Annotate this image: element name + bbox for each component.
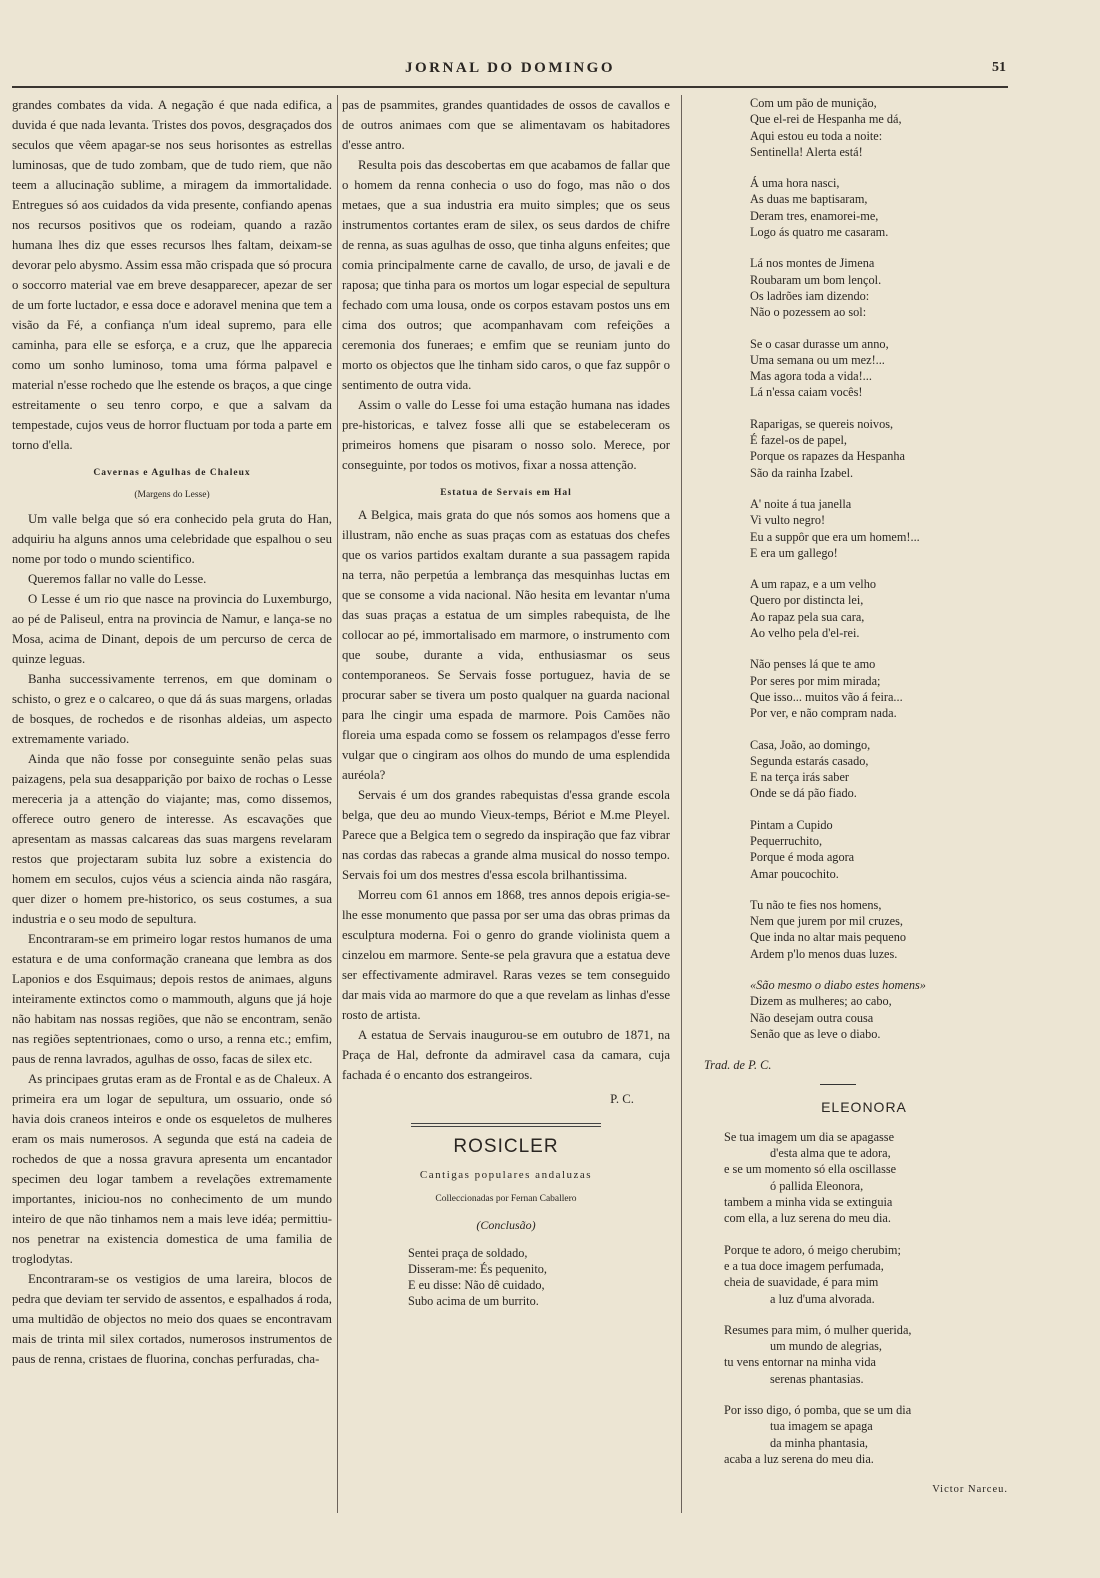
eleonora-title: ELEONORA bbox=[821, 1098, 907, 1115]
verse-line: com ella, a luz serena do meu dia. bbox=[724, 1211, 891, 1226]
verse-line: tu vens entornar na minha vida bbox=[724, 1355, 876, 1370]
verse-line: tambem a minha vida se extinguia bbox=[724, 1195, 893, 1210]
verse-line: da minha phantasia, bbox=[770, 1435, 869, 1450]
verse-line: Amar poucochito. bbox=[750, 866, 839, 881]
page-header bbox=[12, 60, 1008, 88]
verse-line: Resumes para mim, ó mulher querida, bbox=[724, 1322, 912, 1337]
verse-line: Senão que as leve o diabo. bbox=[750, 1026, 881, 1041]
poem-stanza bbox=[750, 576, 1008, 641]
divider bbox=[820, 1084, 856, 1085]
verse-line: As duas me baptisaram, bbox=[750, 192, 868, 207]
paragraph: Banha successivamente terrenos, em que dominam o schisto, o grez e o calcareo, o que dá ás suas margens, orladas de bosques, de rochedos e de risonhas aldeias, um aspecto extremamente variado. bbox=[12, 672, 332, 746]
paragraph: As principaes grutas eram as de Frontal e as de Chaleux. A primeira era um logar de sepultura, um ossuario, onde só havia dois craneos inteiros e onde os esqueletos de mulheres eram os mais numerosos. A segunda que está na cadeia de rochedos de que a nossa gravura apresenta um encantador specimen deu logar tambem a revelações extremamente importantes, iniciou-nos no conhecimento de um mundo inteiro de que não tinhamos nem a mais leve idéa; permittiu-nos penetrar na existencia domestica de uma familia de troglodytas. bbox=[12, 1072, 332, 1266]
paragraph: A estatua de Servais inaugurou-se em outubro de 1871, na Praça de Hal, defronte da admiravel casa da camara, cuja fachada é o encanto dos estrangeiros. bbox=[342, 1028, 670, 1082]
paragraph: O Lesse é um rio que nasce na provincia do Luxemburgo, ao pé de Paliseul, entra na provincia de Namur, e lança-se no Mosa, acima de Dinant, depois de um percurso de cerca de quinze leguas. bbox=[12, 592, 332, 666]
column-1 bbox=[12, 95, 332, 1369]
verse-line: E eu disse: Não dê cuidado, bbox=[408, 1278, 545, 1292]
verse-line: Deram tres, enamorei-me, bbox=[750, 208, 879, 223]
poem-author: Victor Narceu. bbox=[932, 1484, 1008, 1496]
verse-line: Lá n'essa caiam vocês! bbox=[750, 385, 863, 400]
section-title: Cavernas e Agulhas de Chaleux bbox=[93, 468, 251, 478]
poem-stanza bbox=[724, 1322, 1008, 1387]
column-divider bbox=[337, 95, 338, 1513]
paragraph: Encontraram-se os vestigios de uma lareira, blocos de pedra que deviam ter servido de assentos, e espalhados á roda, uma multidão de objectos no meio dos quaes se encontravam mais de trinta mil silex cortados, numerosos instrumentos de paus de renna, cristaes de fluorina, conchas perfuradas, cha- bbox=[12, 1272, 332, 1366]
verse-line: Porque é moda agora bbox=[750, 850, 855, 865]
verse-line: Casa, João, ao domingo, bbox=[750, 737, 871, 752]
poem-stanza bbox=[724, 1129, 1008, 1227]
verse-line: Eu a suppôr que era um homem!... bbox=[750, 529, 920, 544]
column-divider bbox=[681, 95, 682, 1513]
translator-credit: Trad. de P. C. bbox=[704, 1058, 772, 1073]
signature: P. C. bbox=[610, 1092, 634, 1106]
verse-line: Nem que jurem por mil cruzes, bbox=[750, 914, 903, 929]
paragraph: grandes combates da vida. A negação é que nada edifica, a duvida é que nada levanta. Tristes dos povos, desgraçados dos seculos que vêem apagar-se nos seus horisontes as estrellas luminosas, que de tudo zombam, que de tudo riem, que não teem a allucinação sublime, a miragem da immortalidade. Entregues só aos cuidados da vida presente, confiando apenas nos recursos positivos que os rodeiam, quando a razão humana lhes diz que esses recursos lhes faltam, deixam-se devorar pelo abysmo. Assim essa mão crispada que só procura o soccorro material vae em breve desapparecer, apezar de ser de um forte luctador, e essa doce e adoravel menina que tem a visão da Fé, a confiança n'um ideal supremo, para elle caminha, para elle se esforça, e a cruz, que lhe apparecia como um sonho luminoso, toma uma fórma palpavel e material n'esse rochedo que lhe estende os braços, a que cinge estreitamente o seu tenro corpo, e que a salvam da tempestade, cujos veus de horror fluctuam por toda a parte em torno d'ella. bbox=[12, 98, 332, 452]
verse-line: Porque os rapazes da Hespanha bbox=[750, 449, 906, 464]
poem-stanza bbox=[750, 496, 1008, 561]
verse-line: Vi vulto negro! bbox=[750, 513, 826, 528]
poem-stanza bbox=[724, 1402, 1008, 1467]
verse-line: Que isso... muitos vão á feira... bbox=[750, 689, 903, 704]
verse-line: Se o casar durasse um anno, bbox=[750, 336, 889, 351]
verse-line: Ao velho pela d'el-rei. bbox=[750, 626, 860, 641]
verse-line: Pequerruchito, bbox=[750, 833, 823, 848]
verse-line: Ao rapaz pela sua cara, bbox=[750, 609, 865, 624]
verse-line: Pintam a Cupido bbox=[750, 817, 833, 832]
paragraph: Servais é um dos grandes rabequistas d'essa grande escola belga, que deu ao mundo Vieux-temps, Bériot e M.me Pleyel. Parece que a Belgica tem o segredo da inspiração que faz vibrar nas cordas das rabecas a grande alma musical do nosso tempo. Servais foi um dos mestres d'essa escola brilhantissima. bbox=[342, 788, 670, 882]
verse-line: Não penses lá que te amo bbox=[750, 657, 876, 672]
poem-stanza bbox=[750, 656, 1008, 721]
poem-stanza bbox=[750, 416, 1008, 481]
paragraph: Assim o valle do Lesse foi uma estação humana nas idades pre-historicas, e talvez fosse alli que se estabeleceram os primeiros homens que pisaram o nosso solo. Merece, por conseguinte, por todos os motivos, fixar a nossa attenção. bbox=[342, 398, 670, 472]
verse-line: serenas phantasias. bbox=[770, 1371, 864, 1386]
verse-line: A um rapaz, e a um velho bbox=[750, 577, 877, 592]
rosicler-title: ROSICLER bbox=[453, 1136, 559, 1157]
verse-line: «São mesmo o diabo estes homens» bbox=[750, 978, 926, 993]
poem-stanza bbox=[750, 175, 1008, 240]
verse-line: acaba a luz serena do meu dia. bbox=[724, 1451, 874, 1466]
poem-stanza bbox=[750, 977, 1008, 1042]
poem-stanzas bbox=[702, 95, 1008, 1042]
verse-line: Que inda no altar mais pequeno bbox=[750, 930, 907, 945]
rosicler-credit: Colleccionadas por Fernan Caballero bbox=[435, 1194, 577, 1204]
verse-line: Não desejam outra cousa bbox=[750, 1010, 874, 1025]
verse-line: Que el-rei de Hespanha me dá, bbox=[750, 112, 902, 127]
verse-line: Por ver, e não compram nada. bbox=[750, 706, 897, 721]
section-title: Estatua de Servais em Hal bbox=[440, 488, 572, 498]
rosicler-subtitle: Cantigas populares andaluzas bbox=[419, 1169, 593, 1181]
eleonora-poem bbox=[702, 1129, 1008, 1467]
verse-line: Raparigas, se quereis noivos, bbox=[750, 416, 894, 431]
verse-line: Aqui estou eu toda a noite: bbox=[750, 128, 883, 143]
verse-line: Se tua imagem um dia se apagasse bbox=[724, 1129, 895, 1144]
verse-line: Segunda estarás casado, bbox=[750, 753, 869, 768]
verse-line: Mas agora toda a vida!... bbox=[750, 369, 872, 384]
paragraph: Morreu com 61 annos em 1868, tres annos depois erigia-se-lhe esse monumento que passa por ser uma das obras primas da esculptura moderna. Foi o genro do grande violinista quem a cinzelou em marmore. Sente-se pela gravura que a estatua deve ser effectivamente admiravel. Raras vezes se tem conseguido dar mais vida ao marmore do que a que revelam as linhas d'esse rosto de artista. bbox=[342, 888, 670, 1022]
verse-line: Os ladrões iam dizendo: bbox=[750, 288, 870, 303]
paragraph: Encontraram-se em primeiro logar restos humanos de uma estatura e de uma conformação craneana que lembra as dos Laponios e dos Esquimaus; depois restos de animaes, alguns inteiramente extinctos como o mammouth, alguns que já hoje não habitam nas nossas regiões, que não se encontram, senão nas regiões septentrionaes, como o urso, a renna etc.; emfim, paus de renna lavrados, agulhas de osso, facas de silex etc. bbox=[12, 932, 332, 1066]
poem-stanza bbox=[750, 336, 1008, 401]
paragraph: Um valle belga que só era conhecido pela gruta do Han, adquiriu ha alguns annos uma celebridade que espalhou o seu nome por todo o mundo scientifico. bbox=[12, 512, 332, 566]
verse-line: Sentei praça de soldado, bbox=[408, 1246, 528, 1260]
verse-line: Não o pozessem ao sol: bbox=[750, 305, 867, 320]
verse-line: tua imagem se apaga bbox=[770, 1419, 873, 1434]
verse-line: E era um gallego! bbox=[750, 545, 838, 560]
verse-line: Quero por distincta lei, bbox=[750, 593, 864, 608]
verse-line: Logo ás quatro me casaram. bbox=[750, 225, 889, 240]
paragraph: Resulta pois das descobertas em que acabamos de fallar que o homem da renna conhecia o uso do fogo, mas não o dos metaes, que a sua industria era muito simples; que os seus instrumentos cortantes eram de silex, os seus dardos de chifre de renna, as suas agulhas de osso, que tinha alguns enfeites; que comia principalmente carne de cavallo, de urso, de javali e de raposa; que tinha para os mortos um logar especial de sepultura fechado com uma lousa, onde os corpos estavam postos uns em cima dos outros; que acompanhavam com refeições a ceremonia dos funeraes; e emfim que se reuniam junto do morto os objectos que lhe tinham sido caros, o que faz suppôr o sentimento de outra vida. bbox=[342, 158, 671, 392]
verse-line: Dizem as mulheres; ao cabo, bbox=[750, 994, 892, 1009]
poem-stanza bbox=[750, 897, 1008, 962]
paragraph: pas de psammites, grandes quantidades de ossos de cavallos e de outros animaes com que se alimentavam os habitadores d'esse antro. bbox=[342, 98, 670, 152]
verse-line: Roubaram um bom lençol. bbox=[750, 272, 882, 287]
verse-line: A' noite á tua janella bbox=[750, 496, 852, 511]
verse-line: Por isso digo, ó pomba, que se um dia bbox=[724, 1403, 912, 1417]
verse-line: É fazel-os de papel, bbox=[750, 433, 847, 448]
poem-stanza bbox=[408, 1245, 670, 1309]
poem-stanza bbox=[750, 817, 1008, 882]
paragraph: A Belgica, mais grata do que nós somos aos homens que a illustram, não enche as suas praças com as estatuas dos chefes que os varios partidos exaltam durante a sua passagem rapida na terra, não perpetúa a lembrança das mesquinhas luctas em que se consome a vida nacional. Não hesita em levantar n'uma das suas praças a estatua de um simples rabequista, de lhe collocar ao pé, immortalisado em marmore, o instrumento com que soube, durante a vida, enthusiasmar os seus contemporaneos. Se Servais fosse portuguez, havia de se procurar saber se tivera um posto qualquer na guarda nacional para lhe cingir uma espada de marmore. Pois Camões não floreia uma espada como se fossem os relampagos d'esse ferro vulgar que o cingiram aos olhos do mundo de uma esplendida auréola? bbox=[342, 508, 670, 782]
page-number: 51 bbox=[992, 60, 1006, 75]
verse-line: Onde se dá pão fiado. bbox=[750, 786, 857, 801]
verse-line: Com um pão de munição, bbox=[750, 96, 877, 110]
verse-line: e a tua doce imagem perfumada, bbox=[724, 1258, 884, 1273]
rosicler-note: (Conclusão) bbox=[476, 1218, 536, 1232]
ornamental-rule bbox=[411, 1123, 601, 1127]
verse-line: Sentinella! Alerta está! bbox=[750, 144, 863, 159]
verse-line: Á uma hora nasci, bbox=[750, 176, 840, 191]
journal-title: JORNAL DO DOMINGO bbox=[404, 60, 615, 76]
verse-line: Tu não te fies nos homens, bbox=[750, 897, 882, 912]
poem-stanza bbox=[750, 737, 1008, 802]
column-2 bbox=[342, 95, 670, 1309]
verse-line: São da rainha Izabel. bbox=[750, 465, 854, 480]
verse-line: E na terça irás saber bbox=[750, 770, 849, 785]
verse-line: Uma semana ou um mez!... bbox=[750, 352, 885, 367]
verse-line: d'esta alma que te adora, bbox=[770, 1146, 891, 1161]
verse-line: ó pallida Eleonora, bbox=[770, 1178, 864, 1193]
paragraph: Ainda que não fosse por conseguinte senão pelas suas paizagens, pela sua desapparição por baixo de rochas o Lesse mereceria ja a attenção do viajante; mas, como dissemos, offerece outro genero de interesse. As escavações que apresentam as massas calcareas das suas margens revelaram restos que projectaram subita luz sobre a existencia do homem em seculos, cujos véus a sciencia ainda não rasgára, quer dizer o homem pre-historico, os seus costumes, a sua industria e o seu modo de sepultura. bbox=[12, 752, 332, 926]
verse-line: Lá nos montes de Jimena bbox=[750, 256, 875, 271]
poem-stanza bbox=[724, 1242, 1008, 1307]
verse-line: Por seres por mim mirada; bbox=[750, 673, 881, 688]
verse-line: Subo acima de um burrito. bbox=[408, 1294, 539, 1308]
verse-line: e se um momento só ella oscillasse bbox=[724, 1162, 897, 1177]
paragraph: Queremos fallar no valle do Lesse. bbox=[28, 572, 207, 586]
verse-line: Ardem p'lo menos duas luzes. bbox=[750, 946, 898, 961]
poem-stanza bbox=[750, 95, 1008, 160]
verse-line: cheia de suavidade, é para mim bbox=[724, 1275, 879, 1290]
section-subtitle: (Margens do Lesse) bbox=[134, 490, 210, 500]
verse-line: Porque te adoro, ó meigo cherubim; bbox=[724, 1242, 901, 1257]
verse-line: um mundo de alegrias, bbox=[770, 1339, 883, 1354]
poem-stanza bbox=[750, 255, 1008, 320]
verse-line: Disseram-me: És pequenito, bbox=[408, 1262, 547, 1276]
verse-line: a luz d'uma alvorada. bbox=[770, 1291, 875, 1306]
column-3 bbox=[702, 95, 1008, 1498]
